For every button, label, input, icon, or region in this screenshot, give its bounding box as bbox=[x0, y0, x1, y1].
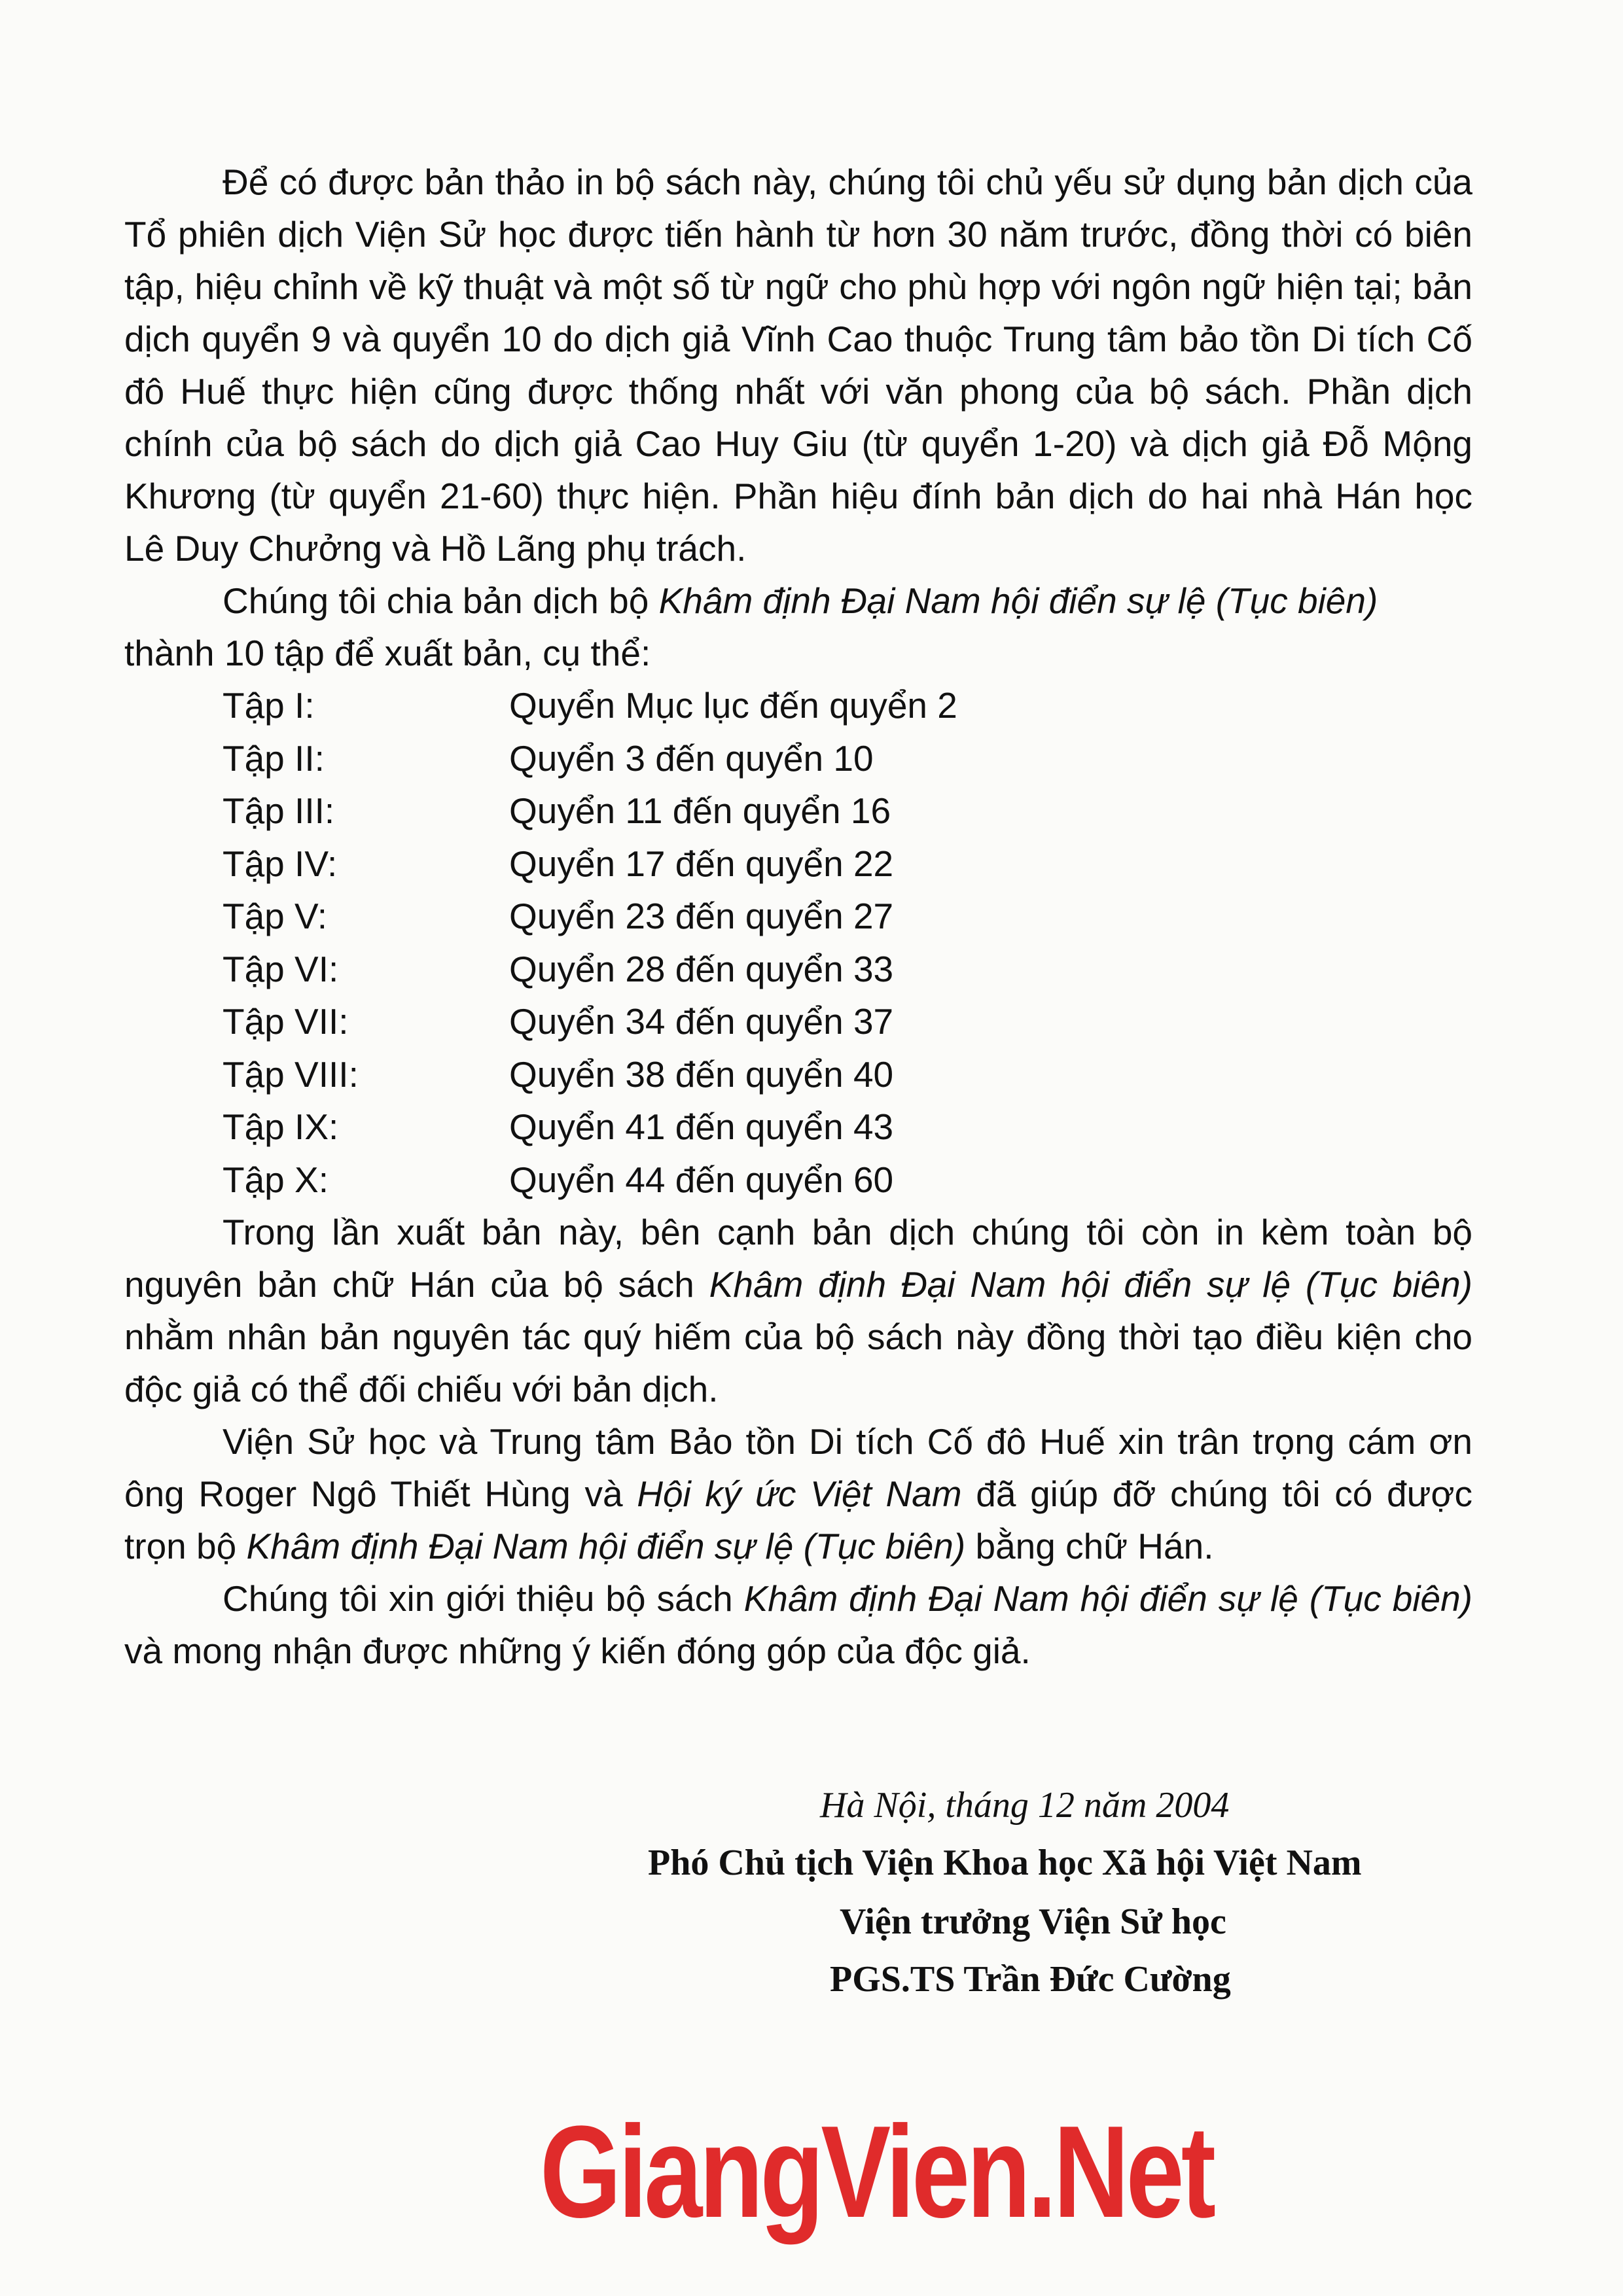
volume-list bbox=[124, 679, 1472, 1206]
volume-label: Tập X: bbox=[223, 1159, 329, 1200]
signature-title-2: Viện trưởng Viện Sử học bbox=[840, 1901, 1226, 1942]
paragraph-text: thành 10 tập để xuất bản, cụ thể: bbox=[124, 633, 651, 673]
volume-range: Quyển Mục lục đến quyển 2 bbox=[509, 685, 957, 726]
organization-name: Hội ký ức Việt Nam bbox=[637, 1474, 962, 1514]
paragraph-volume-intro bbox=[124, 574, 1472, 679]
paragraph-translation-sources bbox=[124, 156, 1472, 574]
volume-row bbox=[124, 838, 1472, 891]
volume-label: Tập IV: bbox=[223, 843, 338, 884]
paragraph-acknowledgement bbox=[124, 1415, 1472, 1572]
signature-name: PGS.TS Trần Đức Cường bbox=[830, 1959, 1231, 2000]
paragraph-han-original bbox=[124, 1206, 1472, 1415]
signature-title-1: Phó Chủ tịch Viện Khoa học Xã hội Việt Nam bbox=[648, 1843, 1362, 1883]
volume-label: Tập VIII: bbox=[223, 1053, 359, 1095]
paragraph-text: nhằm nhân bản nguyên tác quý hiếm của bộ sách này đồng thời tạo điều kiện cho độc giả có thể đối chiếu với bản dịch. bbox=[124, 1316, 1472, 1409]
volume-range: Quyển 11 đến quyển 16 bbox=[509, 790, 891, 832]
paragraph-text: Trong lần xuất bản này, bên cạnh bản dịch chúng tôi còn in kèm toàn bộ nguyên bản chữ Hán của bộ sách bbox=[124, 1212, 1472, 1305]
volume-range: Quyển 17 đến quyển 22 bbox=[509, 843, 894, 884]
paragraph-text: Chúng tôi xin giới thiệu bộ sách bbox=[223, 1578, 744, 1619]
volume-range: Quyển 23 đến quyển 27 bbox=[509, 896, 894, 937]
volume-row bbox=[124, 732, 1472, 785]
paragraph-text: đã giúp đỡ chúng tôi có được trọn bộ bbox=[124, 1474, 1472, 1566]
watermark-logo: GiangVien.Net bbox=[540, 2099, 1213, 2245]
volume-range: Quyển 38 đến quyển 40 bbox=[509, 1053, 894, 1095]
book-title: Khâm định Đại Nam hội điển sự lệ (Tục biên) bbox=[709, 1264, 1472, 1305]
volume-label: Tập III: bbox=[223, 790, 335, 832]
volume-label: Tập I: bbox=[223, 685, 315, 726]
volume-range: Quyển 28 đến quyển 33 bbox=[509, 948, 894, 989]
volume-row bbox=[124, 995, 1472, 1048]
paragraph-text: Chúng tôi chia bản dịch bộ bbox=[223, 580, 659, 621]
volume-row bbox=[124, 943, 1472, 996]
volume-row bbox=[124, 785, 1472, 838]
volume-label: Tập II: bbox=[223, 737, 325, 779]
volume-range: Quyển 34 đến quyển 37 bbox=[509, 1001, 894, 1042]
volume-row bbox=[124, 1154, 1472, 1207]
body-text bbox=[124, 156, 1472, 1677]
paragraph-text: Để có được bản thảo in bộ sách này, chúng tôi chủ yếu sử dụng bản dịch của Tổ phiên dịch Viện Sử học được tiến hành từ hơn 30 năm trước, đồng thời có biên tập, hiệu chỉnh về kỹ thuật và một số từ ngữ cho phù hợp với ngôn ngữ hiện tại; bản dịch quyển 9 và quyển 10 do dịch giả Vĩnh Cao thuộc Trung tâm bảo tồn Di tích Cố đô Huế thực hiện cũng được thống nhất với văn phong của bộ sách. Phần dịch chính của bộ sách do dịch giả Cao Huy Giu (từ quyển 1-20) và dịch giả Đỗ Mộng Khương (từ quyển 21-60) thực hiện. Phần hiệu đính bản dịch do hai nhà Hán học Lê Duy Chưởng và Hồ Lãng phụ trách. bbox=[124, 162, 1472, 569]
volume-row bbox=[124, 1101, 1472, 1154]
paragraph-text: bằng chữ Hán. bbox=[965, 1526, 1214, 1566]
volume-row bbox=[124, 679, 1472, 732]
volume-range: Quyển 3 đến quyển 10 bbox=[509, 737, 874, 779]
book-title: Khâm định Đại Nam hội điển sự lệ (Tục biên) bbox=[246, 1526, 966, 1566]
volume-label: Tập V: bbox=[223, 896, 327, 937]
volume-label: Tập VI: bbox=[223, 948, 339, 989]
volume-range: Quyển 41 đến quyển 43 bbox=[509, 1106, 894, 1148]
volume-label: Tập VII: bbox=[223, 1001, 349, 1042]
paragraph-closing bbox=[124, 1572, 1472, 1677]
volume-label: Tập IX: bbox=[223, 1106, 339, 1148]
paragraph-text: và mong nhận được những ý kiến đóng góp của độc giả. bbox=[124, 1631, 1031, 1671]
book-title: Khâm định Đại Nam hội điển sự lệ (Tục biên) bbox=[743, 1578, 1472, 1619]
volume-range: Quyển 44 đến quyển 60 bbox=[509, 1159, 894, 1200]
volume-row bbox=[124, 1048, 1472, 1101]
volume-row bbox=[124, 890, 1472, 943]
signature-place-date: Hà Nội, tháng 12 năm 2004 bbox=[820, 1785, 1230, 1826]
paragraph-text: Viện Sử học và Trung tâm Bảo tồn Di tích Cố đô Huế xin trân trọng cám ơn ông Roger Ngô Thiết Hùng và bbox=[124, 1421, 1472, 1514]
book-title: Khâm định Đại Nam hội điển sự lệ (Tục biên) bbox=[658, 580, 1378, 621]
